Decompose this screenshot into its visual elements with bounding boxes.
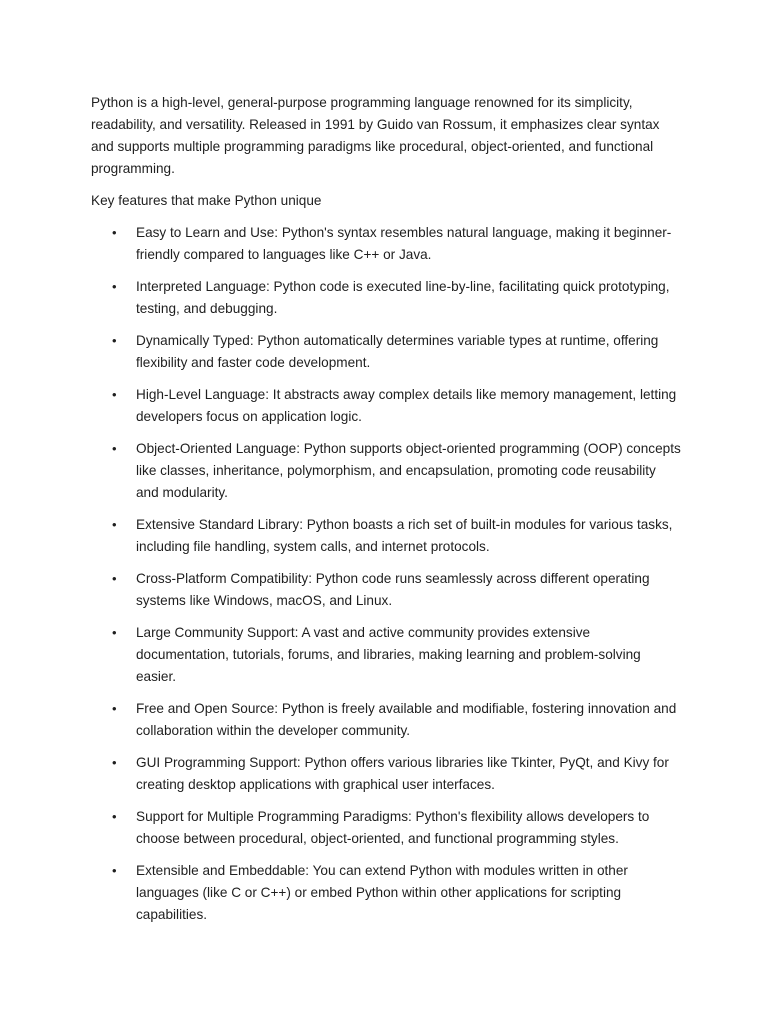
bullet-icon: • <box>112 441 117 456</box>
list-item <box>91 860 681 926</box>
list-item <box>91 622 681 688</box>
bullet-icon: • <box>112 333 117 348</box>
list-item <box>91 330 681 374</box>
list-item-text: High-Level Language: It abstracts away complex details like memory management, letting developers focus on application logic. <box>136 387 677 424</box>
bullet-icon: • <box>112 225 117 240</box>
list-item <box>91 276 681 320</box>
list-item-text: GUI Programming Support: Python offers various libraries like Tkinter, PyQt, and Kivy for creating desktop applications with graphical user interfaces. <box>136 755 669 792</box>
bullet-icon: • <box>112 571 117 586</box>
bullet-icon: • <box>112 701 117 716</box>
list-item <box>91 698 681 742</box>
list-item-text: Interpreted Language: Python code is executed line-by-line, facilitating quick prototyping, testing, and debugging. <box>136 279 670 316</box>
intro-paragraph: Python is a high-level, general-purpose programming language renowned for its simplicity, readability, and versatility. Released in 1991 by Guido van Rossum, it emphasizes clear syntax and supports multiple programming paradigms like procedural, object-oriented, and functional programming. <box>91 95 660 176</box>
list-item-text: Support for Multiple Programming Paradigms: Python's flexibility allows developers to choose between procedural, object-oriented, and functional programming styles. <box>136 809 650 846</box>
features-list <box>91 222 681 926</box>
bullet-icon: • <box>112 625 117 640</box>
bullet-icon: • <box>112 863 117 878</box>
list-item <box>91 514 681 558</box>
list-item-text: Object-Oriented Language: Python supports object-oriented programming (OOP) concepts like classes, inheritance, polymorphism, and encapsulation, promoting code reusability and modularity. <box>136 441 681 500</box>
features-heading: Key features that make Python unique <box>91 193 322 208</box>
bullet-icon: • <box>112 517 117 532</box>
list-item-text: Extensive Standard Library: Python boasts a rich set of built-in modules for various tasks, including file handling, system calls, and internet protocols. <box>136 517 673 554</box>
list-item <box>91 222 681 266</box>
list-item <box>91 438 681 504</box>
list-item <box>91 752 681 796</box>
list-item-text: Easy to Learn and Use: Python's syntax resembles natural language, making it beginner-friendly compared to languages like C++ or Java. <box>136 225 672 262</box>
list-item-text: Dynamically Typed: Python automatically determines variable types at runtime, offering flexibility and faster code development. <box>136 333 659 370</box>
list-item <box>91 806 681 850</box>
document-page <box>91 92 681 936</box>
bullet-icon: • <box>112 755 117 770</box>
list-item <box>91 568 681 612</box>
list-item-text: Free and Open Source: Python is freely available and modifiable, fostering innovation and collaboration within the developer community. <box>136 701 677 738</box>
bullet-icon: • <box>112 809 117 824</box>
list-item-text: Extensible and Embeddable: You can extend Python with modules written in other languages (like C or C++) or embed Python within other applications for scripting capabilities. <box>136 863 628 922</box>
list-item-text: Cross-Platform Compatibility: Python code runs seamlessly across different operating systems like Windows, macOS, and Linux. <box>136 571 650 608</box>
bullet-icon: • <box>112 387 117 402</box>
list-item-text: Large Community Support: A vast and active community provides extensive documentation, tutorials, forums, and libraries, making learning and problem-solving easier. <box>136 625 641 684</box>
list-item <box>91 384 681 428</box>
bullet-icon: • <box>112 279 117 294</box>
